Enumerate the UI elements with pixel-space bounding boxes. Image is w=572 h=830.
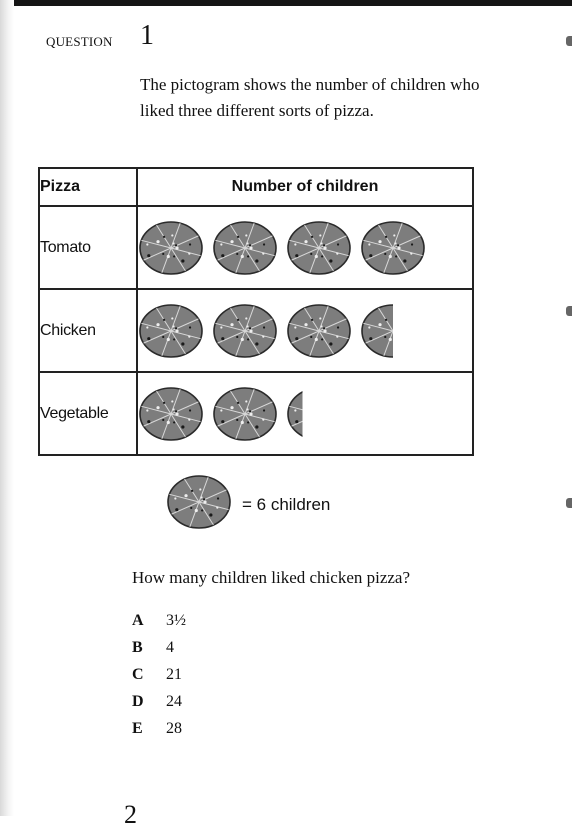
option-d[interactable] — [132, 693, 186, 720]
option-e[interactable] — [132, 720, 186, 747]
row-label-tomato: Tomato — [39, 206, 137, 289]
row-icons-vegetable — [137, 372, 473, 455]
header-pizza: Pizza — [39, 168, 137, 206]
pizza-icon — [286, 303, 352, 359]
pizza-half-icon — [360, 303, 426, 359]
option-letter: A — [132, 612, 144, 629]
option-b[interactable] — [132, 639, 186, 666]
option-letter: B — [132, 639, 143, 656]
option-value: 21 — [166, 666, 182, 683]
next-question-number: 2 — [124, 800, 137, 829]
pizza-icon — [212, 303, 278, 359]
option-a[interactable] — [132, 612, 186, 639]
option-value: 24 — [166, 693, 182, 710]
pictogram-key — [166, 474, 330, 535]
page-edge-mark — [566, 36, 572, 46]
answer-options — [132, 612, 186, 747]
question-label: QUESTION — [46, 34, 113, 49]
page-edge-mark — [566, 498, 572, 508]
option-value: 28 — [166, 720, 182, 737]
row-icons-chicken — [137, 289, 473, 372]
option-value: 4 — [166, 639, 174, 656]
header-number-of-children: Number of children — [137, 168, 473, 206]
pizza-quarter-icon — [286, 386, 352, 442]
row-label-vegetable: Vegetable — [39, 372, 137, 455]
pizza-icon — [138, 303, 204, 359]
pizza-icon — [166, 474, 232, 530]
table-row — [39, 289, 473, 372]
option-value: 3½ — [166, 612, 186, 629]
option-c[interactable] — [132, 666, 186, 693]
key-text: = 6 children — [242, 494, 331, 514]
row-label-chicken: Chicken — [39, 289, 137, 372]
row-icons-tomato — [137, 206, 473, 289]
table-row — [39, 372, 473, 455]
table-header-row — [39, 168, 473, 206]
pizza-icon — [286, 220, 352, 276]
question-prompt: How many children liked chicken pizza? — [132, 568, 411, 587]
page-edge-mark — [566, 306, 572, 316]
pizza-icon — [212, 386, 278, 442]
top-border — [0, 0, 572, 6]
pizza-icon — [138, 220, 204, 276]
pizza-icon — [360, 220, 426, 276]
key-pizza-icon — [166, 474, 240, 535]
pizza-icon — [138, 386, 204, 442]
option-letter: C — [132, 666, 144, 683]
page-edge-shadow — [0, 0, 14, 816]
question-intro: The pictogram shows the number of children who liked three different sorts of pizza. — [140, 75, 480, 120]
table-row — [39, 206, 473, 289]
pizza-icon — [212, 220, 278, 276]
option-letter: E — [132, 720, 143, 737]
question-number: 1 — [140, 20, 154, 51]
option-letter: D — [132, 693, 144, 710]
pictogram-table — [38, 167, 474, 456]
